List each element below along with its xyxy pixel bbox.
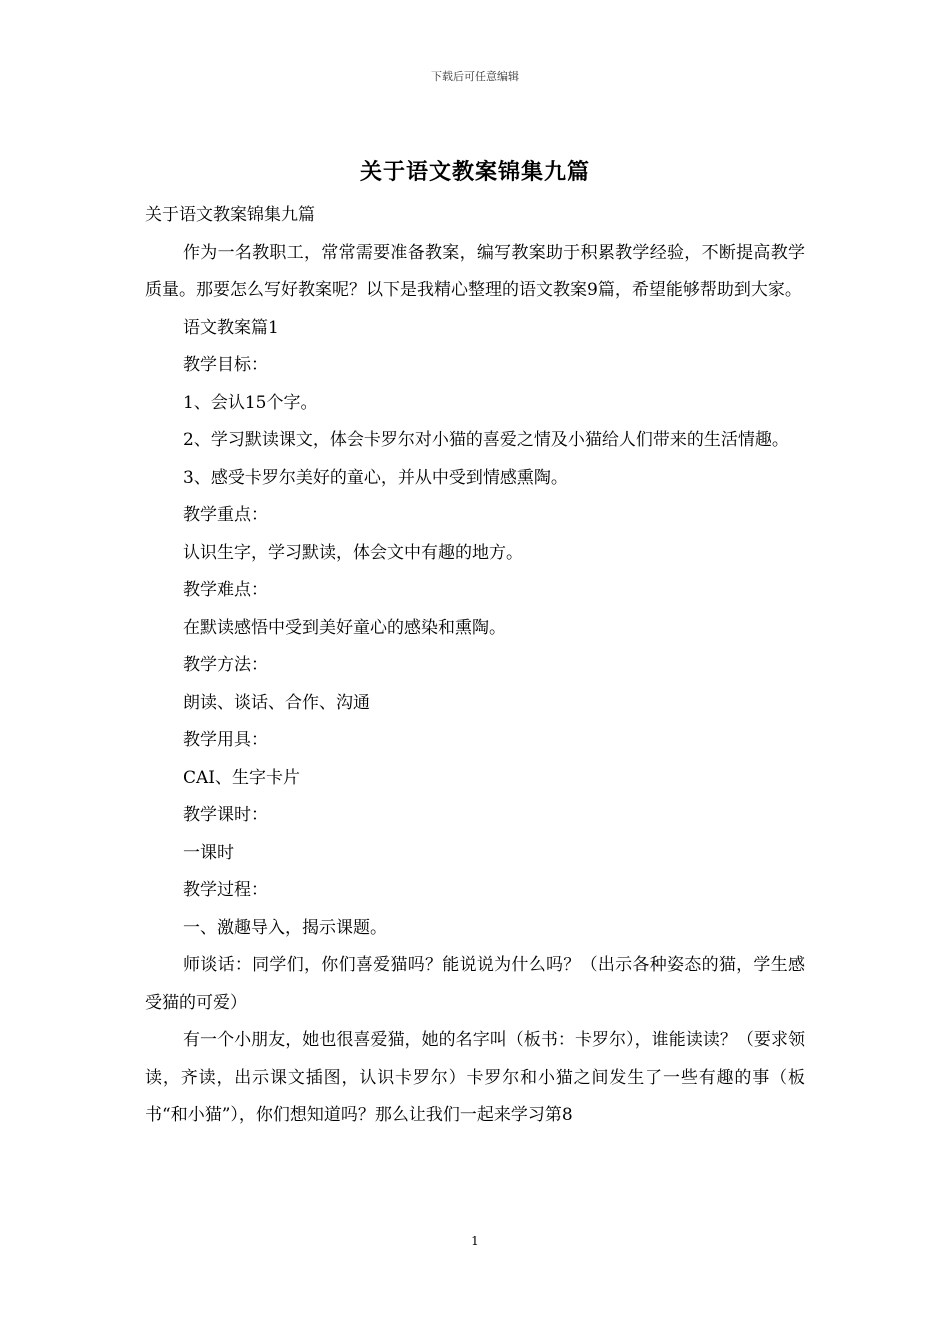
paragraph: 教学目标： — [183, 355, 268, 375]
paragraph: 教学课时： — [183, 805, 268, 825]
paragraph: 作为一名教职工，常常需要准备教案，编写教案助于积累教学经验，不断提高教学质量。那要怎么写好教案呢？以下是我精心整理的语文教案9篇，希望能够帮助到大家。 — [145, 242, 805, 300]
paragraph: 3、感受卡罗尔美好的童心，并从中受到情感熏陶。 — [183, 467, 568, 488]
paragraph: 朗读、谈话、合作、沟通 — [183, 692, 370, 713]
paragraph: 教学过程： — [183, 880, 268, 900]
document-body — [145, 197, 805, 1135]
document-title: 关于语文教案锦集九篇 — [359, 159, 590, 185]
paragraph: 一、激趣导入，揭示课题。 — [183, 917, 387, 938]
paragraph: 教学方法： — [183, 655, 268, 675]
paragraph: 在默读感悟中受到美好童心的感染和熏陶。 — [183, 617, 506, 638]
paragraph: 1、会认15个字。 — [183, 392, 318, 413]
paragraph: 关于语文教案锦集九篇 — [145, 205, 315, 225]
page-header: 下载后可任意编辑 — [431, 70, 519, 83]
page-number: 1 — [471, 1234, 479, 1248]
paragraph: 教学难点： — [183, 580, 268, 600]
paragraph: 一课时 — [183, 842, 234, 863]
paragraph: 语文教案篇1 — [183, 317, 279, 338]
paragraph: 教学用具： — [183, 730, 268, 750]
paragraph: CAI、生字卡片 — [183, 767, 300, 788]
paragraph: 2、学习默读课文，体会卡罗尔对小猫的喜爱之情及小猫给人们带来的生活情趣。 — [183, 430, 789, 450]
paragraph: 认识生字，学习默读，体会文中有趣的地方。 — [183, 542, 523, 563]
paragraph: 教学重点： — [183, 505, 268, 525]
paragraph: 师谈话：同学们，你们喜爱猫吗？能说说为什么吗？（出示各种姿态的猫，学生感受猫的可爱） — [145, 955, 805, 1013]
paragraph: 有一个小朋友，她也很喜爱猫，她的名字叫（板书：卡罗尔），谁能读读？（要求领读，齐读，出示课文插图，认识卡罗尔）卡罗尔和小猫之间发生了一些有趣的事（板书“和小猫”），你们想知道吗？那么让我们一起来学习第8 — [145, 1030, 805, 1125]
